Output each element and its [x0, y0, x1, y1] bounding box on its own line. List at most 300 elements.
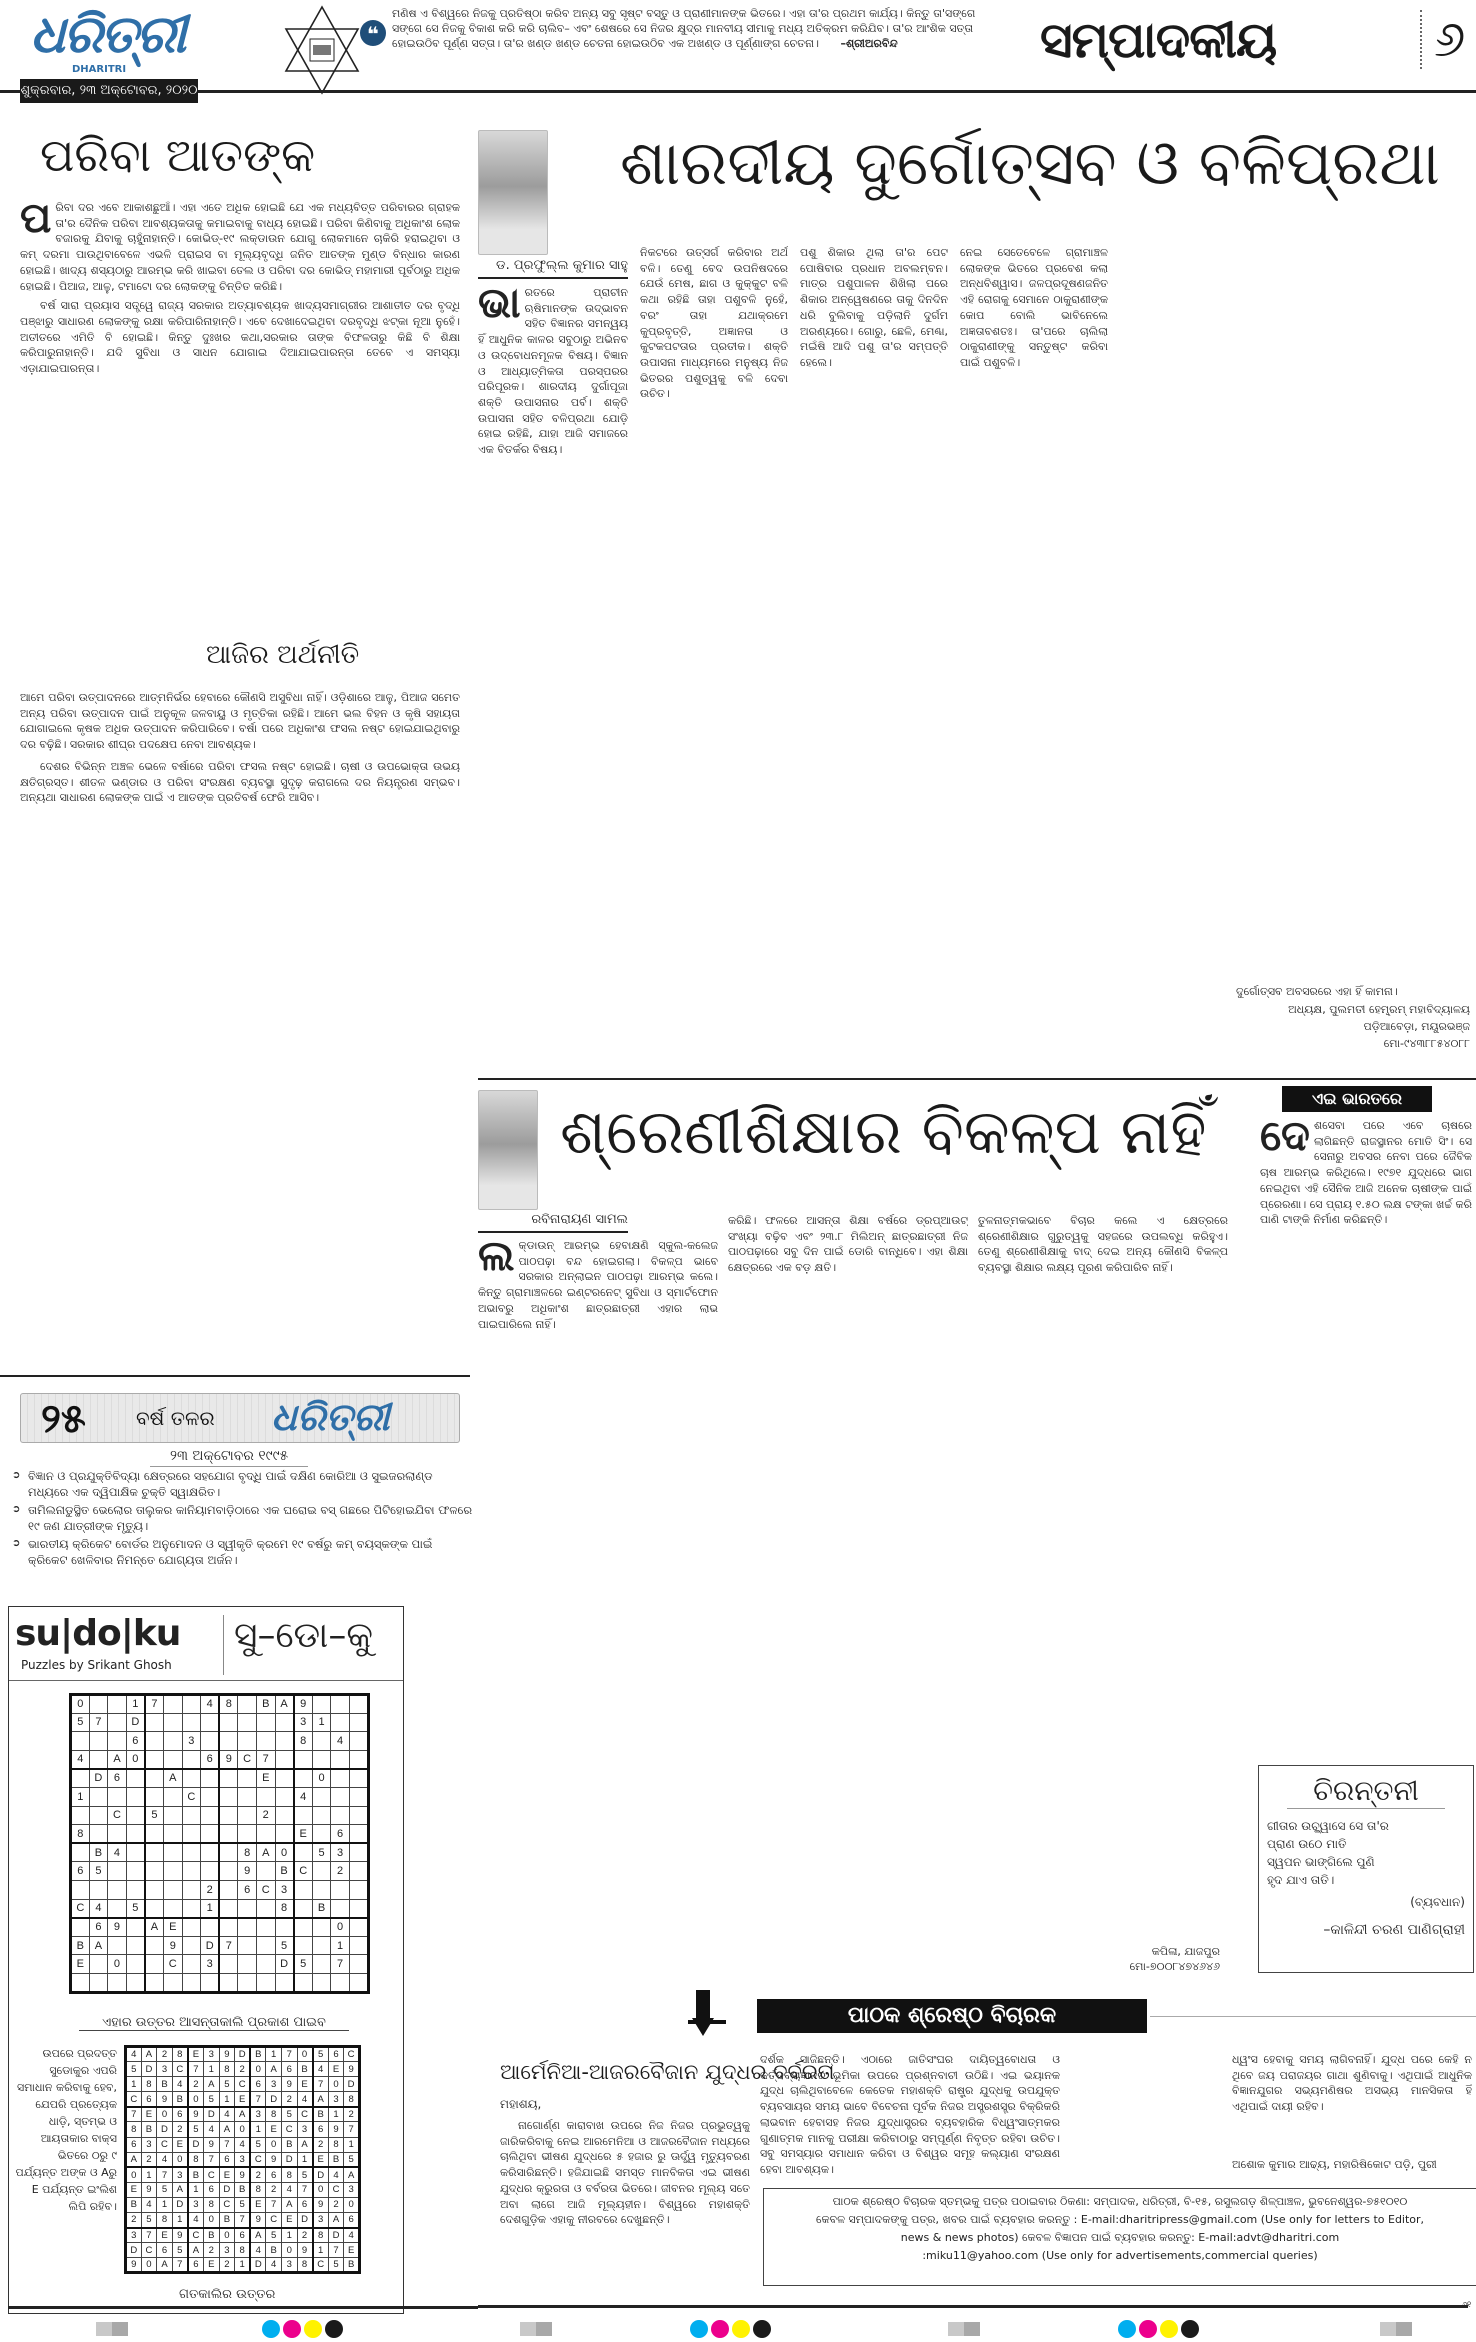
grid-cell: 3: [126, 2228, 142, 2243]
grid-cell[interactable]: [349, 1936, 368, 1955]
grid-cell[interactable]: [201, 1713, 220, 1732]
grid-cell[interactable]: [256, 1899, 275, 1918]
grid-cell[interactable]: [126, 1806, 145, 1825]
letters-banner-rule: [1150, 2016, 1476, 2017]
grid-cell: C: [182, 1787, 201, 1806]
grid-cell: C: [219, 2197, 235, 2212]
grid-cell[interactable]: [126, 1880, 145, 1899]
grid-cell[interactable]: [201, 1825, 220, 1844]
article2-headline: ଶ୍ରେଣୀଶିକ୍ଷାର ବିକଳ୍ପ ନାହିଁ: [560, 1095, 1207, 1168]
grid-cell[interactable]: [275, 1918, 294, 1937]
grid-cell[interactable]: [238, 1695, 257, 1714]
grid-cell[interactable]: [71, 1843, 90, 1862]
grid-cell: 1: [313, 2243, 329, 2258]
grid-cell[interactable]: [108, 1732, 127, 1751]
grid-cell: 3: [201, 1955, 220, 1974]
grid-cell[interactable]: [312, 1918, 331, 1937]
grid-cell[interactable]: [182, 1713, 201, 1732]
grid-cell[interactable]: [275, 1973, 294, 1992]
grid-cell: 3: [266, 2077, 282, 2092]
grid-cell: C: [163, 1955, 182, 1974]
grid-cell: 7: [89, 1713, 108, 1732]
grid-cell[interactable]: [238, 1732, 257, 1751]
grid-cell[interactable]: [275, 1769, 294, 1788]
grid-cell: 8: [157, 2213, 173, 2228]
grid-cell[interactable]: [256, 1787, 275, 1806]
grid-cell[interactable]: [182, 1843, 201, 1862]
grid-cell: 0: [188, 2092, 204, 2107]
grid-cell[interactable]: [238, 1973, 257, 1992]
article1-col-4: ନେଇ ସେତେବେଳେ ଗ୍ରାମାଞ୍ଚଳ ଲୋକଙ୍କ ଭିତରେ ପ୍ରବେଶ କଲା ଅନ୍ଧବିଶ୍ୱାସ। ଜଳପ୍ରଦୂଷଣଜନିତ ଏହି ରୋଗକୁ ସେମାନେ ଠାକୁରାଣୀଙ୍କ କୋପ ବୋଲି ଭାବିନେଲେ ଅଜ୍ଞତାବଶତଃ। ତା'ପରେ ଚାଲିଲା ଠାକୁରାଣୀଙ୍କୁ ସନ୍ତୁଷ୍ଟ କରିବା ପାଇଁ ପଶୁବଳି।: [960, 246, 1108, 369]
grid-cell[interactable]: [89, 1750, 108, 1769]
grid-cell[interactable]: [331, 1806, 350, 1825]
archive-item: ➲ ତାମିଲନାଡୁସ୍ଥିତ ଭେଲୋର ତାଲୁକର କାନିୟାମବାଡ଼ିଠାରେ ଏକ ଘରୋଇ ବସ୍ ଗଛରେ ପିଟିହୋଇଯିବା ଫଳରେ ୧୯ ଜଣ ଯାତ୍ରୀଙ୍କ ମୃତ୍ୟୁ।: [12, 1502, 474, 1534]
grid-cell: 7: [203, 2152, 219, 2167]
grid-cell: 8: [141, 2077, 157, 2092]
grid-cell: 6: [266, 2167, 282, 2182]
grid-cell[interactable]: [71, 1880, 90, 1899]
grid-cell: 7: [328, 2243, 344, 2258]
grid-cell[interactable]: [182, 1750, 201, 1769]
grid-cell[interactable]: [126, 1936, 145, 1955]
grid-cell: 3: [331, 1843, 350, 1862]
grid-cell: 3: [294, 1713, 313, 1732]
grid-cell[interactable]: [219, 1806, 238, 1825]
grid-cell: 1: [344, 2137, 360, 2152]
grid-cell[interactable]: [201, 1732, 220, 1751]
grid-cell[interactable]: [256, 1713, 275, 1732]
grid-cell[interactable]: [294, 1843, 313, 1862]
editorial-body: [20, 200, 460, 610]
grid-cell: 8: [294, 1732, 313, 1751]
grid-cell[interactable]: [182, 1936, 201, 1955]
grid-cell: 4: [266, 2258, 282, 2273]
grid-cell: 0: [266, 2137, 282, 2152]
grid-cell: 6: [328, 2047, 344, 2062]
grid-cell[interactable]: [256, 1973, 275, 1992]
grid-cell[interactable]: [126, 1787, 145, 1806]
grid-cell: 6: [141, 2092, 157, 2107]
grid-cell[interactable]: [201, 1862, 220, 1881]
grid-row: [71, 1880, 369, 1899]
grid-cell: C: [328, 2182, 344, 2197]
grid-cell[interactable]: [182, 1899, 201, 1918]
grid-cell: D: [281, 2152, 297, 2167]
grid-cell[interactable]: [349, 1750, 368, 1769]
grid-cell: 4: [141, 2197, 157, 2212]
grid-cell[interactable]: [163, 1880, 182, 1899]
poem-author: –କାଳିନ୍ଦୀ ଚରଣ ପାଣିଗ୍ରାହୀ: [1323, 1922, 1465, 1938]
grid-cell[interactable]: [145, 1843, 164, 1862]
contact-yahoo-email[interactable]: :miku11@yahoo.com (Use only for advertisements,commercial queries): [922, 2249, 1318, 2262]
grid-cell[interactable]: [331, 1713, 350, 1732]
grid-cell[interactable]: [182, 1973, 201, 1992]
grid-cell[interactable]: [145, 1769, 164, 1788]
grid-cell: 7: [219, 2137, 235, 2152]
grid-cell[interactable]: [126, 1769, 145, 1788]
grid-cell[interactable]: [145, 1732, 164, 1751]
grid-cell[interactable]: [219, 1955, 238, 1974]
grid-cell[interactable]: [71, 1973, 90, 1992]
grid-cell[interactable]: [312, 1880, 331, 1899]
grid-cell: A: [163, 1769, 182, 1788]
grid-cell[interactable]: [145, 1880, 164, 1899]
grid-cell[interactable]: [312, 1825, 331, 1844]
grid-cell[interactable]: [294, 1806, 313, 1825]
grid-cell[interactable]: [108, 1862, 127, 1881]
grid-cell[interactable]: [275, 1787, 294, 1806]
letter-signature: ଅଶୋକ କୁମାର ଆଢ୍ୟ, ମହାରିଷିକୋଟ ପଡ଼ି, ପୁରୀ: [1232, 2158, 1437, 2171]
grid-cell[interactable]: [89, 1695, 108, 1714]
grid-cell: 0: [250, 2062, 266, 2077]
grid-cell[interactable]: [219, 1843, 238, 1862]
grid-cell[interactable]: [201, 1806, 220, 1825]
ei-bharatare-title: ଏଇ ଭାରତରେ: [1282, 1086, 1432, 1112]
grid-cell[interactable]: [163, 1732, 182, 1751]
grid-cell[interactable]: [182, 1862, 201, 1881]
editorial-title: ପରିବା ଆତଙ୍କ: [40, 128, 316, 182]
grid-cell[interactable]: [219, 1899, 238, 1918]
grid-cell[interactable]: [108, 1899, 127, 1918]
grid-cell: D: [141, 2062, 157, 2077]
grid-cell[interactable]: [163, 1806, 182, 1825]
grid-cell[interactable]: [201, 1787, 220, 1806]
grid-cell: C: [141, 2243, 157, 2258]
contact-editor-email[interactable]: କେବଳ ସମ୍ପାଦକଙ୍କୁ ପତ୍ର, ଖବର ପାଇଁ ବ୍ୟବହାର କରନ୍ତୁ : E-mail:dharitripress@gmail.com (Use only for letters to Editor,: [815, 2213, 1425, 2226]
grid-cell: 9: [266, 2152, 282, 2167]
grid-cell: 4: [297, 2092, 313, 2107]
grid-cell: 7: [188, 2062, 204, 2077]
grid-cell[interactable]: [163, 1825, 182, 1844]
grid-cell[interactable]: [182, 1695, 201, 1714]
masthead-rule: [198, 90, 1476, 93]
grid-cell[interactable]: [201, 1918, 220, 1937]
grid-cell: 1: [266, 2047, 282, 2062]
grid-cell: A: [126, 2152, 142, 2167]
grid-cell[interactable]: [312, 1955, 331, 1974]
grid-cell: 7: [250, 2092, 266, 2107]
grid-cell[interactable]: [238, 1806, 257, 1825]
grid-cell[interactable]: [108, 1936, 127, 1955]
grid-cell: 1: [250, 2122, 266, 2137]
grid-cell[interactable]: [126, 1955, 145, 1974]
grid-row: [126, 2258, 360, 2273]
grid-cell: B: [126, 2197, 142, 2212]
grid-cell[interactable]: [294, 1936, 313, 1955]
grid-cell[interactable]: [201, 1843, 220, 1862]
grid-cell[interactable]: [349, 1806, 368, 1825]
grid-cell[interactable]: [182, 1825, 201, 1844]
black-dot-icon: [325, 2320, 343, 2338]
grid-cell: A: [328, 2213, 344, 2228]
grid-cell[interactable]: [331, 1787, 350, 1806]
grid-row: [71, 1769, 369, 1788]
grid-cell: 2: [328, 2197, 344, 2212]
article1-col-1-text: ରତରେ ପ୍ରାଚୀନ ଋଷିମାନଙ୍କ ଉଦ୍ଭାବନ ସହିତ ବିଜ୍ଞାନର ସମନ୍ୱୟ ହିଁ ଆଧୁନିକ କାଳର ସବୁଠାରୁ ଅଭିନବ ଓ ଉଦ୍‌ବୋଧନମୂଳକ ବିଷୟ। ବିଜ୍ଞାନ ଓ ଆଧ୍ୟାତ୍ମିକତା ପରସ୍ପରର ପରିପୂରକ। ଶାରଦୀୟ ଦୁର୍ଗାପୂଜା ଶକ୍ତି ଉପାସନାର ପର୍ବ। ଶକ୍ତି ଉପାସନା ସହିତ ବଳିପ୍ରଥା ଯୋଡ଼ି ହୋଇ ରହିଛି, ଯାହା ଆଜି ସମାଜରେ ଏକ ବିତର୍କର ବିଷୟ।: [478, 286, 628, 457]
grid-cell[interactable]: [312, 1862, 331, 1881]
grid-cell[interactable]: [182, 1955, 201, 1974]
grid-cell[interactable]: [312, 1973, 331, 1992]
grid-cell[interactable]: [294, 1899, 313, 1918]
grid-cell[interactable]: [219, 1769, 238, 1788]
grid-cell[interactable]: [71, 1769, 90, 1788]
grid-cell[interactable]: [238, 1713, 257, 1732]
grid-row: [71, 1955, 369, 1974]
grid-cell[interactable]: [163, 1695, 182, 1714]
grid-cell[interactable]: [163, 1713, 182, 1732]
grid-cell: 6: [201, 1750, 220, 1769]
grid-cell[interactable]: [182, 1769, 201, 1788]
grid-cell[interactable]: [275, 1750, 294, 1769]
grid-cell: E: [163, 1918, 182, 1937]
grid-cell[interactable]: [331, 1750, 350, 1769]
contact-advt-email[interactable]: news & news photos) କେବଳ ବିଜ୍ଞାପନ ପାଇଁ ବ୍ୟବହାର କରନ୍ତୁ: E-mail:advt@dharitri.com: [900, 2231, 1340, 2244]
grid-cell[interactable]: [349, 1955, 368, 1974]
grid-cell[interactable]: [312, 1750, 331, 1769]
grid-cell[interactable]: [294, 1769, 313, 1788]
grid-cell[interactable]: [275, 1732, 294, 1751]
grid-cell: B: [275, 1862, 294, 1881]
grid-cell[interactable]: [71, 1732, 90, 1751]
article1-col-2: ନିକଟରେ ଉତ୍ସର୍ଗ କରିବାର ଅର୍ଥ ବଳି। ତେଣୁ ବେଦ ଉପନିଷଦରେ ଯେଉଁ ମେଷ, ଛାଗ ଓ କୁକ୍କୁଟ ବଳି କଥା ରହିଛି ତାହା ପଶୁବଳି ନୁହେଁ, ବରଂ ତାହା ଯଥାକ୍ରମେ କୁପ୍ରବୃତ୍ତି, ଅଜ୍ଞାନତା ଓ କୁଟକପଟତାର ପ୍ରତୀକ। ଶକ୍ତି ଉପାସନା ମାଧ୍ୟମରେ ମନୁଷ୍ୟ ନିଜ ଭିତରର ପଶୁତ୍ୱକୁ ବଳି ଦେବା ଉଚିତ।: [640, 246, 788, 401]
grid-cell[interactable]: [126, 1862, 145, 1881]
sudoku-puzzle-grid[interactable]: [69, 1693, 370, 1994]
grid-cell[interactable]: [163, 1750, 182, 1769]
sudoku-solution-label: ଗତକାଲିର ଉତ୍ତର: [179, 2287, 276, 2302]
grid-cell: 8: [281, 2167, 297, 2182]
grid-row: [71, 1787, 369, 1806]
grid-cell[interactable]: [145, 1787, 164, 1806]
grid-cell[interactable]: [238, 1936, 257, 1955]
grid-cell[interactable]: [145, 1750, 164, 1769]
grid-cell: 7: [219, 1936, 238, 1955]
grid-cell[interactable]: [126, 1843, 145, 1862]
grid-cell[interactable]: [201, 1973, 220, 1992]
grid-cell: 5: [188, 2122, 204, 2137]
grid-cell[interactable]: [219, 1880, 238, 1899]
grid-cell[interactable]: [294, 1918, 313, 1937]
grid-cell[interactable]: [349, 1899, 368, 1918]
grid-cell: A: [172, 2182, 188, 2197]
grid-cell[interactable]: [182, 1880, 201, 1899]
grid-cell[interactable]: [256, 1825, 275, 1844]
grid-cell[interactable]: [349, 1695, 368, 1714]
grid-cell[interactable]: [312, 1732, 331, 1751]
grid-cell: 3: [297, 2122, 313, 2137]
article2-dropcap: ଲ: [478, 1238, 515, 1280]
grid-cell[interactable]: [182, 1806, 201, 1825]
grid-cell: C: [256, 1880, 275, 1899]
grid-cell[interactable]: [256, 1862, 275, 1881]
letters-banner: ପାଠକ ଶ୍ରେଷ୍ଠ ବିଚାରକ: [757, 1999, 1147, 2033]
grid-cell: 7: [331, 1955, 350, 1974]
poem-line: ହୃଦ ଯାଏ ତାତି।: [1267, 1873, 1335, 1887]
grid-cell[interactable]: [238, 1955, 257, 1974]
grid-cell[interactable]: [163, 1973, 182, 1992]
grid-cell: 3: [275, 1880, 294, 1899]
grid-cell[interactable]: [163, 1862, 182, 1881]
grid-cell[interactable]: [145, 1973, 164, 1992]
letter-col-2: ଦର୍ଶକ ସାଜିଛନ୍ତି। ଏଠାରେ ଜାତିସଂଘର ଦାୟିତ୍ୱବୋଧତା ଓ କର୍ତ୍ତବ୍ୟଜ୍ଞାନର ଭୂମିକା ଉପରେ ପ୍ରଶ୍ନବାଚୀ ଉଠିଛି। ଏଇ ଭୟାନକ ଯୁଦ୍ଧ ଚାଲିଥିବାବେଳେ କେତେକ ମହାଶକ୍ତି ରାଷ୍ଟ୍ର ଯୁଦ୍ଧକୁ ଉପଯୁକ୍ତ ବ୍ୟବସାୟର ସମୟ ଭାବେ ବିବେଚନା ପୂର୍ବକ ନିଜର ଅସ୍ତ୍ରଶସ୍ତ୍ର ବିକ୍ରିକରି ଲାଭବାନ ହେବାସହ ନିଜର ଯୁଦ୍ଧାସ୍ତ୍ରର ବ୍ୟବହାରିକ ବିଧ୍ୱଂସାତ୍ମକର ଗୁଣାତ୍ମକ ମାନକୁ ପରୀକ୍ଷା କରିବାଠାରୁ ସମ୍ପୂର୍ଣ୍ଣ ନିବୃତ୍ତ ରହିବା ଉଚିତ। ସବୁ ସମସ୍ୟାର ସମାଧାନ କରିବା ଓ ବିଶ୍ୱର ସମୂହ କଲ୍ୟାଣ ସଂରକ୍ଷଣ ହେବା ଆବଶ୍ୟକ।: [760, 2053, 1060, 2176]
grid-cell: D: [250, 2258, 266, 2273]
grid-cell[interactable]: [349, 1825, 368, 1844]
grid-cell[interactable]: [349, 1862, 368, 1881]
grid-cell: 9: [328, 2122, 344, 2137]
grid-cell: 2: [266, 2182, 282, 2197]
grid-cell[interactable]: [108, 1695, 127, 1714]
grid-cell[interactable]: [163, 1787, 182, 1806]
grid-cell: 3: [250, 2107, 266, 2122]
grid-cell[interactable]: [256, 1918, 275, 1937]
grid-cell[interactable]: [331, 1695, 350, 1714]
grid-cell[interactable]: [145, 1825, 164, 1844]
archive-item: ➲ ବିଜ୍ଞାନ ଓ ପ୍ରଯୁକ୍ତିବିଦ୍ୟା କ୍ଷେତ୍ରରେ ସହଯୋଗ ବୃଦ୍ଧି ପାଇଁ ଦକ୍ଷିଣ କୋରିଆ ଓ ସୁଇଜରଲାଣ୍ଡ ମଧ୍ୟରେ ଏକ ଦ୍ୱିପାକ୍ଷିକ ଚୁକ୍ତି ସ୍ୱାକ୍ଷରିତ।: [12, 1468, 474, 1500]
grid-cell[interactable]: [219, 1973, 238, 1992]
grid-cell[interactable]: [219, 1918, 238, 1937]
grid-cell[interactable]: [349, 1918, 368, 1937]
grid-cell: 9: [281, 2077, 297, 2092]
grid-cell[interactable]: [294, 1880, 313, 1899]
grid-cell: 8: [328, 2137, 344, 2152]
letter-col-1: ନାଗୋର୍ଣ୍ଣ କାରାବାଖ ଉପରେ ନିଜ ନିଜର ପ୍ରଭୁତ୍ୱକୁ ଜାରିକରିବାକୁ ନେଇ ଆରମେନିଆ ଓ ଆଜରବୈଜାନ ମଧ୍ୟରେ ଚାଲିଥିବା ଭୀଷଣ ଯୁଦ୍ଧରେ ୫ ହଜାର ରୁ ଊର୍ଦ୍ଧ୍ୱ ମୃତ୍ୟୁବରଣ କରିସାରିଛନ୍ତି। ହଜିଯାଇଛି ସମସ୍ତ ମାନବିକତା ଏଇ ଭୀଷଣ ଯୁଦ୍ଧର କ୍ରୁରତା ଓ ବର୍ବରତା ଭିତରେ। ଜୀବନର ମୂଲ୍ୟ ସତେ ଅବା ଲାଗେ ଆଜି ମୂଲ୍ୟହୀନ। ବିଶ୍ୱରେ ମହାଶକ୍ତି ଦେଶଗୁଡ଼ିକ ଏହାକୁ ନୀରବରେ ଦେଖୁଛନ୍ତି।: [500, 2119, 750, 2227]
grid-cell[interactable]: [163, 1899, 182, 1918]
grid-cell[interactable]: [331, 1973, 350, 1992]
grid-cell[interactable]: [238, 1918, 257, 1937]
grid-cell: 6: [238, 1880, 257, 1899]
cyan-dot-icon: [1118, 2320, 1136, 2338]
grid-cell[interactable]: [294, 1750, 313, 1769]
grid-cell: 9: [313, 2197, 329, 2212]
magenta-dot-icon: [1139, 2320, 1157, 2338]
grid-cell[interactable]: [145, 1955, 164, 1974]
grid-cell[interactable]: [331, 1769, 350, 1788]
grid-cell[interactable]: [145, 1899, 164, 1918]
grid-cell[interactable]: [256, 1955, 275, 1974]
grid-cell[interactable]: [108, 1713, 127, 1732]
grid-cell[interactable]: [89, 1732, 108, 1751]
grid-cell: 2: [235, 2062, 251, 2077]
article2-col-1: [478, 1238, 718, 1968]
grid-cell: 6: [172, 2107, 188, 2122]
grid-cell[interactable]: [349, 1787, 368, 1806]
grid-cell[interactable]: [219, 1825, 238, 1844]
grid-cell[interactable]: [256, 1732, 275, 1751]
article2-byline: ରବିନାରାୟଣ ସାମଲ: [478, 1212, 628, 1233]
grid-cell[interactable]: [89, 1955, 108, 1974]
archive-logo: ଧରିତ୍ରୀ: [271, 1394, 390, 1439]
grid-cell: 3: [188, 2197, 204, 2212]
grid-cell[interactable]: [89, 1787, 108, 1806]
grid-cell[interactable]: [349, 1732, 368, 1751]
grid-cell[interactable]: [126, 1918, 145, 1937]
grid-cell[interactable]: [238, 1825, 257, 1844]
grid-cell: C: [281, 2122, 297, 2137]
grid-cell[interactable]: [275, 1825, 294, 1844]
grid-cell[interactable]: [145, 1862, 164, 1881]
grid-cell[interactable]: [349, 1713, 368, 1732]
grid-cell: 0: [275, 1843, 294, 1862]
grid-cell[interactable]: [201, 1769, 220, 1788]
grid-cell[interactable]: [182, 1918, 201, 1937]
grid-cell: 7: [281, 2047, 297, 2062]
grid-cell: 2: [157, 2047, 173, 2062]
grid-cell[interactable]: [238, 1787, 257, 1806]
grid-cell: 3: [328, 2092, 344, 2107]
cyan-dot-icon: [690, 2320, 708, 2338]
grid-cell[interactable]: [108, 1880, 127, 1899]
grid-cell[interactable]: [219, 1732, 238, 1751]
grid-cell[interactable]: [219, 1713, 238, 1732]
grid-cell: 9: [141, 2182, 157, 2197]
grid-cell: 8: [344, 2092, 360, 2107]
grid-cell[interactable]: [312, 1787, 331, 1806]
grid-cell[interactable]: [89, 1825, 108, 1844]
grid-cell[interactable]: [145, 1713, 164, 1732]
grid-cell: 1: [297, 2152, 313, 2167]
grid-cell: A: [313, 2092, 329, 2107]
grid-cell[interactable]: [108, 1973, 127, 1992]
grid-cell: A: [275, 1695, 294, 1714]
yellow-dot-icon: [732, 2320, 750, 2338]
grid-cell: 0: [126, 1750, 145, 1769]
grid-row: [126, 2107, 360, 2122]
grid-cell: 1: [126, 2077, 142, 2092]
grid-cell[interactable]: [294, 1973, 313, 1992]
grid-cell[interactable]: [219, 1787, 238, 1806]
grid-cell[interactable]: [89, 1880, 108, 1899]
grid-cell[interactable]: [256, 1936, 275, 1955]
grid-cell[interactable]: [349, 1880, 368, 1899]
grid-cell[interactable]: [331, 1899, 350, 1918]
grid-cell[interactable]: [89, 1806, 108, 1825]
grid-cell: 1: [203, 2062, 219, 2077]
grid-row: [71, 1713, 369, 1732]
article1-byline: ଡ. ପ୍ରଫୁଲ୍ଲ କୁମାର ସାହୁ: [478, 258, 628, 279]
grid-cell[interactable]: [108, 1787, 127, 1806]
grid-cell[interactable]: [312, 1695, 331, 1714]
grid-cell[interactable]: [349, 1973, 368, 1992]
grid-cell[interactable]: [126, 1973, 145, 1992]
grid-cell[interactable]: [275, 1713, 294, 1732]
grid-cell[interactable]: [275, 1806, 294, 1825]
grid-cell[interactable]: [126, 1825, 145, 1844]
grid-cell[interactable]: [349, 1843, 368, 1862]
grid-cell: D: [172, 2197, 188, 2212]
grid-cell[interactable]: [71, 1806, 90, 1825]
yellow-dot-icon: [1160, 2320, 1178, 2338]
grid-cell[interactable]: [312, 1806, 331, 1825]
grid-cell: 0: [312, 1769, 331, 1788]
grid-cell[interactable]: [163, 1843, 182, 1862]
grid-cell: 9: [108, 1918, 127, 1937]
grid-cell[interactable]: [349, 1769, 368, 1788]
grid-cell: 4: [203, 2122, 219, 2137]
grid-cell[interactable]: [331, 1880, 350, 1899]
grid-cell[interactable]: [312, 1936, 331, 1955]
grid-cell[interactable]: [71, 1918, 90, 1937]
grid-cell[interactable]: [108, 1825, 127, 1844]
grid-cell[interactable]: [238, 1899, 257, 1918]
grid-cell: B: [313, 2107, 329, 2122]
grid-cell[interactable]: [219, 1862, 238, 1881]
grid-row: [71, 1918, 369, 1937]
grid-cell[interactable]: [89, 1973, 108, 1992]
grid-cell[interactable]: [238, 1769, 257, 1788]
grid-cell: 3: [313, 2213, 329, 2228]
grid-cell[interactable]: [145, 1936, 164, 1955]
grid-cell: 8: [71, 1825, 90, 1844]
grid-cell: C: [313, 2258, 329, 2273]
